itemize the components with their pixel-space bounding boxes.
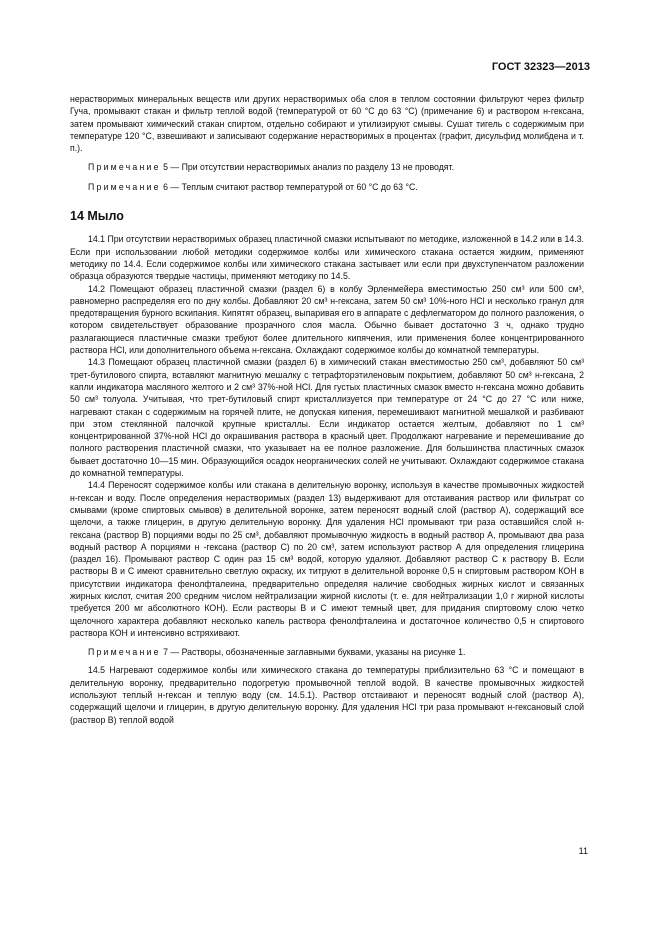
- note-text: 5 — При отсутствии нерастворимых анализ по разделу 13 не проводят.: [163, 162, 455, 173]
- standard-code-header: ГОСТ 32323—2013: [491, 61, 590, 73]
- paragraph-14-3: 14.3 Помещают образец пластичной смазки (раздел 6) в химический стакан вместимостью 250 см³, добавляют 50 см³ трет-бутилового спирта, вставляют магнитную мешалку с тетрафторэтиленовым покрытием, добавляют 50 см³ н-гексана, 2 капли индикатора масляного желтого и 2 см³ 37%-ной HCl. Для густых пластичных смазок вместо н-гексана можно добавить 50 см³ толуола. Учитывая, что трет-бутиловый спирт кристаллизуется при температуре от 24 °С до 27 °С или ниже, нагревают стакан с содержимым на горячей плите, не допуская кипения, перемешивают магнитной мешалкой и разбивают при этом стеклянной палочкой крупные кристаллы. Если индикатор остается желтым, добавляют по 1 см³ концентрированной 37%-ной HCl до окрашивания раствора в красный цвет. Продолжают нагревание и перемешивание до полного растворения пластичной смазки, что указывает на ее полное разложение. Для большинства пластичных смазок бывает достаточно 10—15 мин. Образующийся осадок неорганических солей не учитывают. Охлаждают содержимое стакана до комнатной температуры.: [70, 357, 584, 479]
- note-5: [70, 161, 584, 173]
- note-6: [70, 181, 584, 193]
- note-text: 6 — Теплым считают раствор температурой от 60 °С до 63 °С.: [163, 181, 418, 192]
- paragraph-14-2: 14.2 Помещают образец пластичной смазки (раздел 6) в колбу Эрленмейера вместимостью 250 см³ или 500 см³, равномерно распределяя его по дну колбы. Добавляют 20 см³ н-гексана, затем 50 см³ 10%-ного HCl и несколько гранул для предотвращения бурного вскипания. Кипятят образец, выпаривая его в аппарате с дефлегматором до полного разложения, о котором свидетельствует образование прозрачного слоя масла. Обычно бывает достаточно 3 ч, однако трудно разлагающиеся пластичные смазки требуют более длительного кипячения, или применения более концентрированного раствора HCl, или дополнительного объема н-гексана. Охлаждают содержимое колбы до комнатной температуры.: [70, 283, 584, 356]
- paragraph-14-5: 14.5 Нагревают содержимое колбы или химического стакана до температуры приблизительно 63 °С и помещают в делительную воронку, предварительно подогретую промывочной теплой водой. В качестве промывочных жидкостей используют теплый н-гексан и теплую воду (см. 14.5.1). Раствор отстаивают и переносят водный слой (раствор А), содержащий щелочи и глицерин, в другую делительную воронку. Для удаления HCl три раза промывают н-гексановый слой (раствор В) теплой водой: [70, 665, 584, 725]
- document-body: [70, 93, 584, 726]
- section-title: 14 Мыло: [70, 209, 124, 224]
- intro-paragraph: нерастворимых минеральных веществ или других нерастворимых оба слоя в теплом состоянии фильтруют через фильтр Гуча, промывают стакан и фильтр теплой водой (температурой от 60 °С до 63 °С) (примечание 6) и раствором н-гексана, затем промывают химический стакан спиртом, отдельно собирают и утилизируют смывы. Сушат тигель с содержимым при температуре 120 °С, взвешивают и записывают содержание нерастворимых в процентах (графит, дисульфид молибдена и т. п.).: [70, 94, 584, 154]
- note-label: Примечание: [88, 162, 161, 173]
- note-label: Примечание: [88, 647, 161, 658]
- paragraph-14-1: 14.1 При отсутствии нерастворимых образец пластичной смазки испытывают по методике, изложенной в 14.2 или в 14.3. Если при использовании любой методики содержимое колбы или химического стакана остается жидким, применяют методику по 14.4. Если содержимое колбы или химического стакана застывает или если при двухступенчатом разложении образца образуются твердые частицы, применяют методику по 14.5.: [70, 234, 584, 282]
- note-text: 7 — Растворы, обозначенные заглавными буквами, указаны на рисунке 1.: [163, 647, 466, 658]
- page-number: 11: [578, 846, 588, 856]
- note-7: [70, 646, 584, 658]
- paragraph-14-4: 14.4 Переносят содержимое колбы или стакана в делительную воронку, используя в качестве промывочных жидкостей н-гексан и воду. После определения нерастворимых (раздел 13) выдерживают для отстаивания раствор или фильтрат со смывами (кроме спиртовых смывов) в делительной воронке, затем переносят водный слой (раствор А), содержащий все щелочи, а также глицерин, в другую делительную воронку. Для удаления HCl промывают три раза оставшийся слой н-гексана (раствор В) порциями воды по 25 см³, добавляют промывочную жидкость в водный раствор А, промывают два раза водный раствор А порциями н -гексана (раствор С) по 20 см³, затем используют раствор А для определения глицерина (раздел 16). Промывают раствор С один раз 15 см³ водой, которую удаляют. Добавляют раствор С к раствору В. Если растворы В и С имеют сравнительно светлую окраску, их титруют в делительной воронке 0,5 н спиртовым раствором КОН в присутствии индикатора фенолфталеина, предварительно определяя наличие свободных жирных кислот и связанных жирных кислот, считая 200 средним числом нейтрализации жирной кислоты (т. е. для нейтрализации 1,0 г жирной кислоты требуется 200 мг абсолютного КОН). Если растворы В и С имеют темный цвет, для придания спиртовому слою четко щелочного характера добавляют несколько капель раствора фенолфталеина и достаточное количество 0,5 н спиртового раствора КОН и интенсивно встряхивают.: [70, 480, 584, 638]
- note-label: Примечание: [88, 181, 161, 192]
